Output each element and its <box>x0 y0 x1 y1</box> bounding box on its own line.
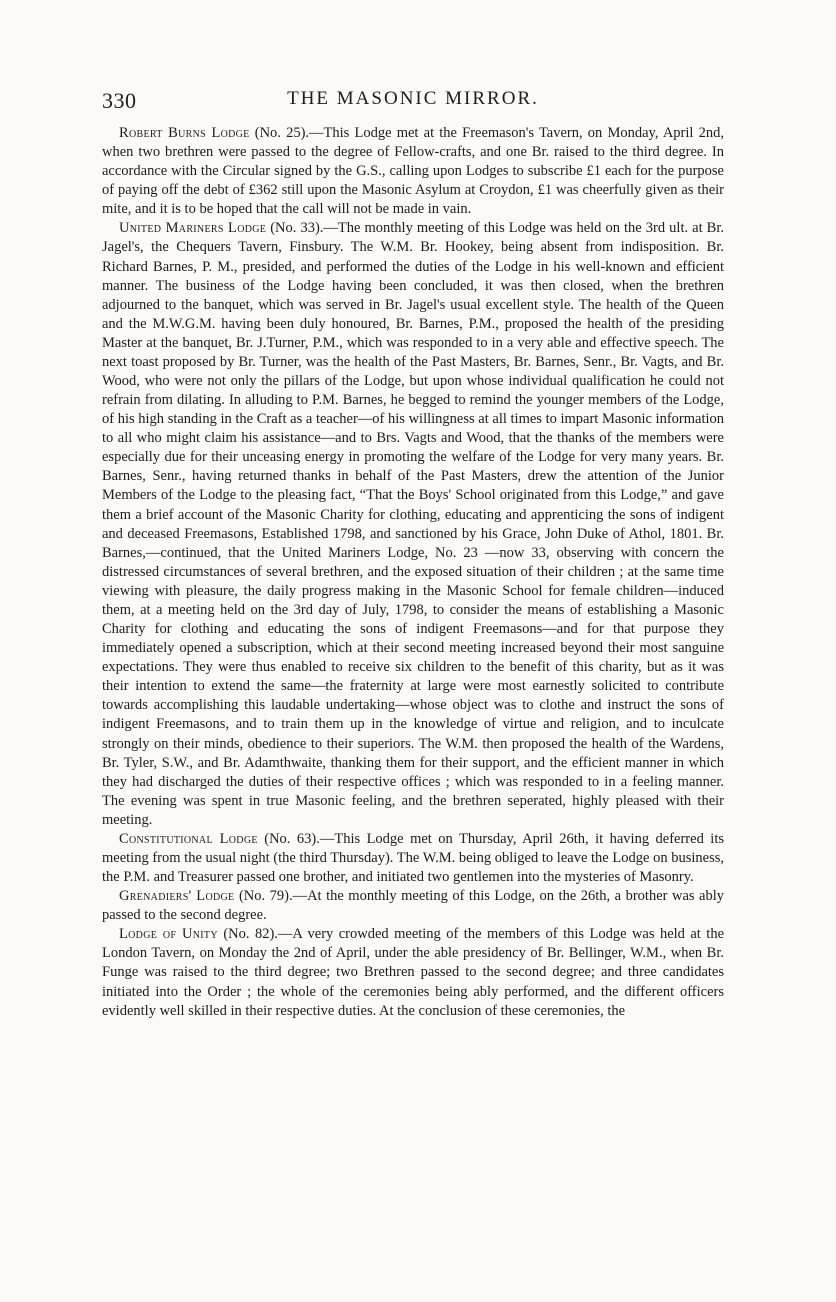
page-header <box>102 88 724 118</box>
paragraph-constitutional-lodge <box>102 830 724 887</box>
paragraph-text: (No. 25).—This Lodge met at the Freemason's Tavern, on Monday, April 2nd, when two brethren were passed to the degree of Fellow-crafts, and one Br. raised to the third degree. In accordance with the Circular signed by the G.S., calling upon Lodges to subscribe £1 each for the purpose of paying off the debt of £362 still upon the Masonic Asylum at Croydon, £1 was cheerfully given as their mite, and it is to be hoped that the call will not be made in vain. <box>102 125 724 218</box>
paragraph-text: (No. 33).—The monthly meeting of this Lodge was held on the 3rd ult. at Br. Jagel's, the Chequers Tavern, Finsbury. The W.M. Br. Hookey, being absent from indisposition. Br. Richard Barnes, P. M., presided, and performed the duties of the Lodge in his well-known and efficient manner. The business of the Lodge having been concluded, it was then closed, when the brethren adjourned to the banquet, which was served in Br. Jagel's usual excellent style. The health of the Queen and the M.W.G.M. having been duly honoured, Br. Barnes, P.M., proposed the health of the presiding Master at the banquet, Br. J.Turner, P.M., which was responded to in a very able and effective speech. The next toast proposed by Br. Turner, was the health of the Past Masters, Br. Barnes, Senr., Br. Vagts, and Br. Wood, who were not only the pillars of the Lodge, but upon whose individual qualification he could not refrain from dilating. In alluding to P.M. Barnes, he begged to remind the younger members of the Lodge, of his high standing in the Craft as a teacher—of his willingness at all times to impart Masonic information to all who might claim his assistance—and to Brs. Vagts and Wood, that the thanks of the members were especially due for their unceasing energy in promoting the welfare of the Lodge for very many years. Br. Barnes, Senr., having returned thanks in behalf of the Past Masters, drew the attention of the Junior Members of the Lodge to the pleasing fact, “That the Boys' School originated from this Lodge,” and gave them a brief account of the Masonic Charity for clothing, educating and apprenticing the sons of indigent and deceased Freemasons, Established 1798, and sanctioned by his Grace, John Duke of Athol, 1801. Br. Barnes,—continued, that the United Mariners Lodge, No. 23 —now 33, observing with concern the distressed circumstances of several brethren, and the exposed situation of their children ; at the same time viewing with pleasure, the daily progress making in the Masonic School for female children—induced them, at a meeting held on the 3rd day of July, 1798, to consider the means of establishing a Masonic Charity for clothing and educating the sons of indigent Freemasons—and for that purpose they immediately opened a subscription, which at their second meeting increased beyond their most sanguine expectations. They were thus enabled to receive six children to the benefit of this charity, but as it was their intention to extend the same—the fraternity at large were most earnestly solicited to contribute towards accomplishing this laudable undertaking—whose object was to clothe and instruct the sons of indigent Freemasons, and to train them up in the knowledge of virtue and religion, and to inculcate strongly on their minds, obedience to their superiors. The W.M. then proposed the health of the Wardens, Br. Tyler, S.W., and Br. Adamthwaite, thanking them for their support, and the efficient manner in which they had discharged the duties of their respective offices ; which was responded to in a feeling manner. The evening was spent in true Masonic feeling, and the brethren seperated, highly pleased with their meeting. <box>102 220 724 828</box>
lodge-name: Lodge of Unity <box>119 926 218 943</box>
paragraph-united-mariners-lodge <box>102 219 724 830</box>
paragraph-text: (No. 63).—This Lodge met on Thursday, April 26th, it having deferred its meeting from the usual night (the third Thursday). The W.M. being obliged to leave the Lodge on business, the P.M. and Treasurer passed one brother, and initiated two gentlemen into the mysteries of Masonry. <box>102 830 724 886</box>
lodge-name: Constitutional Lodge <box>119 830 258 847</box>
paragraph-lodge-of-unity <box>102 925 724 1020</box>
paragraph-text: (No. 79).—At the monthly meeting of this Lodge, on the 26th, a brother was ably passed to the second degree. <box>102 888 724 924</box>
running-title: THE MASONIC MIRROR. <box>287 88 539 109</box>
article-body <box>102 124 724 1021</box>
lodge-name: United Mariners Lodge <box>119 220 267 237</box>
paragraph-robert-burns-lodge <box>102 124 724 219</box>
lodge-name: Robert Burns Lodge <box>119 125 250 141</box>
paragraph-text: (No. 82).—A very crowded meeting of the members of this Lodge was held at the London Tavern, on Monday the 2nd of April, under the able presidency of Br. Bellinger, W.M., when Br. Funge was raised to the third degree; two Brethren passed to the second degree; and three candidates initiated into the Order ; the whole of the ceremonies being ably performed, and the different officers evidently well skilled in their respective duties. At the conclusion of these ceremonies, the <box>102 926 725 1019</box>
lodge-name: Grenadiers' Lodge <box>119 888 235 905</box>
paragraph-grenadiers-lodge <box>102 887 724 925</box>
page-number: 330 <box>102 88 137 113</box>
